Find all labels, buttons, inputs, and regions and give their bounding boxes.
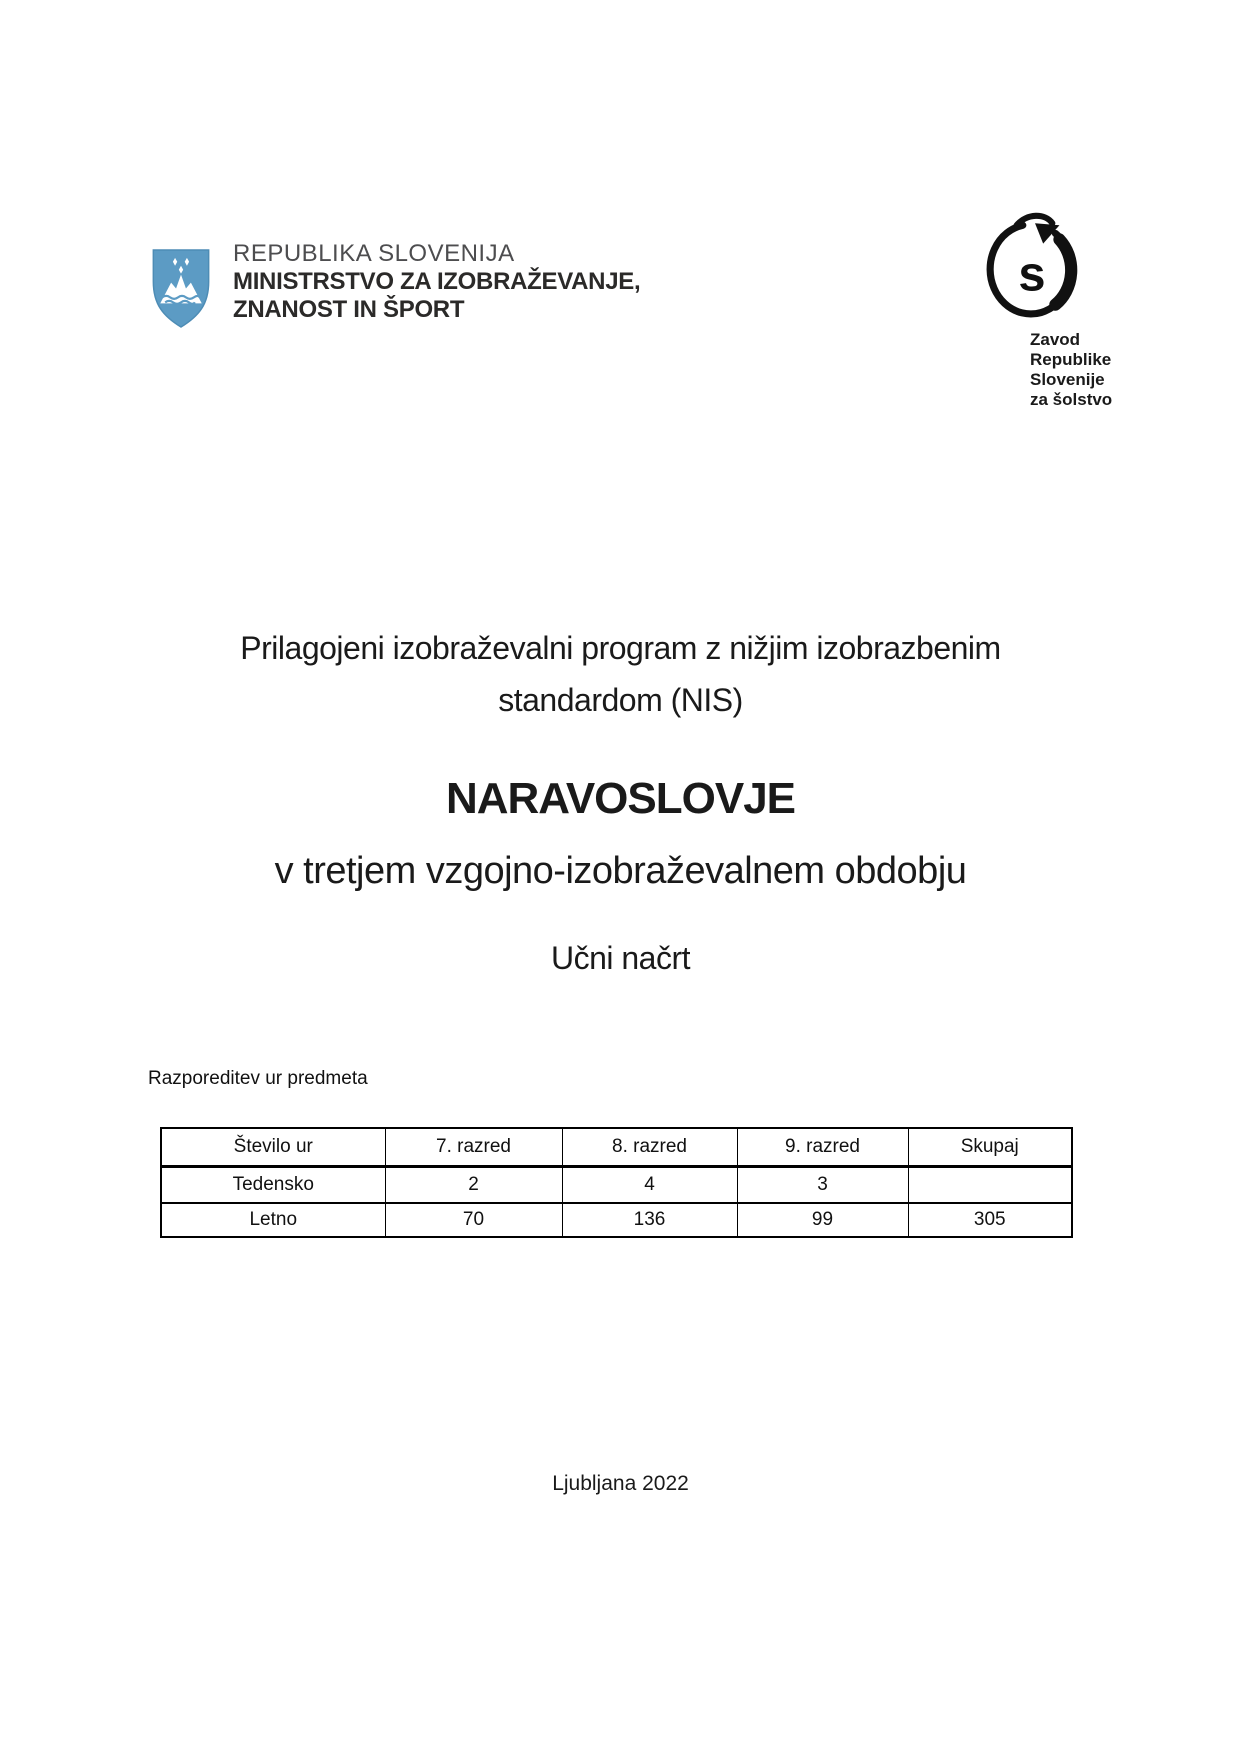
republic-name-label: REPUBLIKA SLOVENIJA: [233, 240, 515, 267]
cell-value: 70: [385, 1203, 562, 1237]
header-cell-skupaj: Skupaj: [908, 1128, 1072, 1167]
place-year-label: Ljubljana 2022: [552, 1472, 689, 1495]
cell-value: 3: [737, 1167, 908, 1204]
document-type-title: Učni načrt: [550, 940, 691, 976]
zavod-name-block: [1030, 330, 1112, 410]
header-cell-9-razred: 9. razred: [737, 1128, 908, 1167]
zavod-name-line: Slovenije: [1030, 370, 1105, 389]
program-title-line1: Prilagojeni izobraževalni program z nižjim izobrazbenim: [240, 630, 1001, 666]
ministry-name-line2: ZNANOST IN ŠPORT: [233, 296, 465, 323]
cell-value: [908, 1167, 1072, 1204]
ministry-header: [233, 240, 640, 324]
zavod-logo-icon: [978, 210, 1090, 326]
hours-table: [160, 1127, 1073, 1238]
zavod-name-line: Republike: [1030, 350, 1112, 369]
cell-value: 2: [385, 1167, 562, 1204]
subject-title: NARAVOSLOVJE: [445, 774, 796, 823]
logo-circle-brush: [1055, 239, 1071, 304]
zavod-name-line: za šolstvo: [1030, 390, 1113, 409]
period-subtitle: v tretjem vzgojno-izobraževalnem obdobju: [274, 850, 967, 892]
table-caption: Razporeditev ur predmeta: [148, 1068, 368, 1089]
cell-value: 305: [908, 1203, 1072, 1237]
row-label: Letno: [161, 1203, 385, 1237]
header-cell-7-razred: 7. razred: [385, 1128, 562, 1167]
zavod-name-line: Zavod: [1030, 330, 1081, 349]
row-label: Tedensko: [161, 1167, 385, 1204]
table-row-tedensko: [161, 1167, 1072, 1204]
table-row-letno: [161, 1203, 1072, 1237]
program-title-line2: standardom (NIS): [498, 682, 743, 718]
table-header-row: [161, 1128, 1072, 1167]
header-cell-8-razred: 8. razred: [562, 1128, 737, 1167]
header-cell-stevilo-ur: Število ur: [161, 1128, 385, 1167]
cell-value: 99: [737, 1203, 908, 1237]
cell-value: 136: [562, 1203, 737, 1237]
cell-value: 4: [562, 1167, 737, 1204]
logo-arrow-curve: [1017, 216, 1053, 225]
logo-letter-s: s: [1018, 247, 1046, 302]
slovenia-coat-of-arms-icon: [150, 246, 212, 330]
ministry-name-line1: MINISTRSTVO ZA IZOBRAŽEVANJE,: [233, 268, 641, 295]
